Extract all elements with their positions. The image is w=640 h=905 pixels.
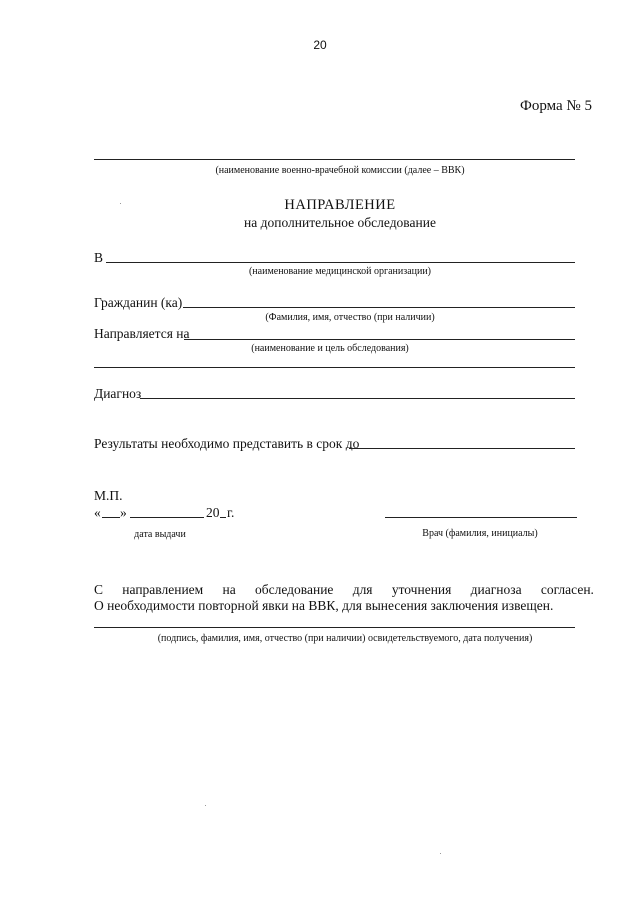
consent-word: для [352, 582, 373, 597]
consent-line-1 [94, 582, 594, 598]
scan-speck [440, 853, 441, 854]
consent-word: на [222, 582, 236, 597]
date-caption: дата выдачи [134, 529, 186, 540]
medical-organization-field[interactable] [106, 262, 575, 263]
directed-caption: (наименование и цель обследования) [251, 343, 409, 354]
doctor-caption: Врач (фамилия, инициалы) [422, 528, 538, 539]
commission-caption: (наименование военно-врачебной комиссии (далее – ВВК) [215, 165, 465, 176]
consent-word: уточнения [391, 582, 452, 597]
date-day-field[interactable] [102, 517, 120, 518]
consent-word: диагноза [470, 582, 522, 597]
document-subtitle: на дополнительное обследование [244, 215, 436, 230]
scan-speck [205, 805, 206, 806]
citizen-name-field[interactable] [183, 307, 575, 308]
signature-caption: (подпись, фамилия, имя, отчество (при наличии) освидетельствуемого, дата получения) [157, 633, 533, 644]
directed-label: Направляется на [94, 326, 190, 341]
consent-word: обследование [255, 582, 334, 597]
citizen-caption: (Фамилия, имя, отчество (при наличии) [265, 312, 435, 323]
document-title: НАПРАВЛЕНИЕ [284, 197, 396, 213]
date-open-quote: « [94, 505, 101, 520]
date-year-field[interactable] [220, 517, 226, 518]
to-caption: (наименование медицинской организации) [248, 266, 432, 277]
examination-field-extra[interactable] [94, 367, 575, 368]
deadline-field[interactable] [349, 448, 575, 449]
deadline-label: Результаты необходимо представить в срок до [94, 436, 360, 451]
date-year-suffix: г. [227, 505, 235, 520]
consent-word: направлением [122, 582, 204, 597]
consent-line-2: О необходимости повторной явки на ВВК, для вынесения заключения извещен. [94, 598, 554, 613]
date-month-field[interactable] [130, 517, 204, 518]
diagnosis-label: Диагноз [94, 386, 142, 401]
date-year: 20 [206, 505, 220, 520]
examination-field[interactable] [184, 339, 575, 340]
page-number: 20 [313, 38, 327, 52]
commission-name-line [94, 159, 575, 160]
scan-speck [120, 203, 121, 204]
consent-word: С [94, 582, 104, 597]
doctor-signature-field[interactable] [385, 517, 577, 518]
consent-word: согласен. [540, 582, 594, 597]
citizen-label: Гражданин (ка) [94, 295, 183, 310]
form-number: Форма № 5 [520, 98, 592, 114]
signature-field[interactable] [94, 627, 575, 628]
stamp-label: М.П. [94, 488, 123, 503]
to-label: В [94, 250, 104, 265]
diagnosis-field[interactable] [140, 398, 575, 399]
date-close-quote: » [120, 505, 127, 520]
